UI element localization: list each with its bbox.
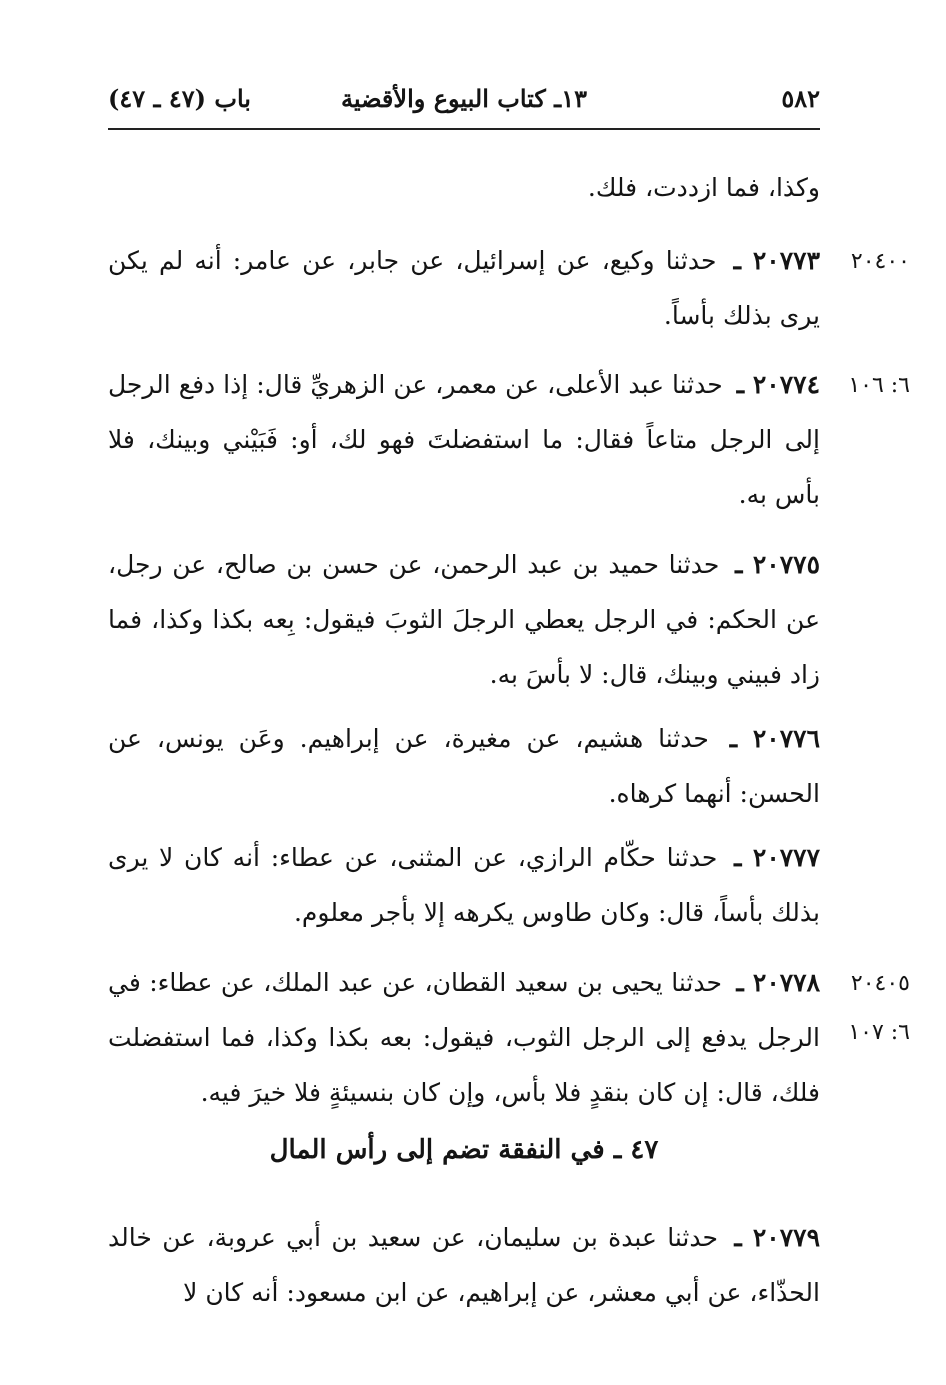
paragraph-text: حدثنا عبد الأعلى، عن معمر، عن الزهريِّ قال: إذا دفع الرجل إلى الرجل متاعاً فقال: ما استفضلتَ فهو لك، أو: فَبَيْني وبينك، فلا بأس به. bbox=[108, 370, 820, 509]
chapter-heading: ٤٧ ـ في النفقة تضم إلى رأس المال bbox=[269, 1135, 659, 1165]
paragraph-20778 bbox=[108, 955, 820, 1120]
hadith-number: ٢٠٧٧٨ ـ bbox=[736, 968, 821, 997]
hadith-number: ٢٠٧٧٤ ـ bbox=[736, 370, 820, 399]
paragraph-text: حدثنا هشيم، عن مغيرة، عن إبراهيم. وعَن يونس، عن الحسن: أنهما كرهاه. bbox=[108, 724, 820, 808]
margin-reference: ٢٠٤٠٠ bbox=[850, 249, 910, 274]
hadith-number: ٢٠٧٧٥ ـ bbox=[735, 550, 821, 579]
header-rule bbox=[108, 128, 820, 130]
margin-reference: ٢٠٤٠٥ bbox=[850, 971, 910, 996]
paragraph-text: حدثنا يحيى بن سعيد القطان، عن عبد الملك، عن عطاء: في الرجل يدفع إلى الرجل الثوب، فيقول: بعه بكذا وكذا، فما استفضلت فلك، قال: إن كان بنقدٍ فلا بأس، وإن كان بنسيئةٍ فلا خيرَ فيه. bbox=[108, 968, 821, 1107]
page-number: ٥٨٢ bbox=[781, 84, 820, 113]
hadith-number: ٢٠٧٧٦ ـ bbox=[729, 724, 820, 753]
paragraph-text: حدثنا حكّام الرازي، عن المثنى، عن عطاء: أنه كان لا يرى بذلك بأساً، قال: وكان طاوس يكرهه إلا بأجر معلوم. bbox=[108, 843, 820, 927]
running-header bbox=[108, 84, 820, 124]
paragraph-20774 bbox=[108, 357, 820, 522]
paragraph-20779 bbox=[108, 1210, 820, 1320]
paragraph-text: حدثنا عبدة بن سليمان، عن سعيد بن أبي عروبة، عن خالد الحذّاء، عن أبي معشر، عن إبراهيم، عن ابن مسعود: أنه كان لا bbox=[108, 1223, 820, 1307]
paragraph-text: وكذا، فما ازددت، فلك. bbox=[587, 173, 820, 202]
hadith-number: ٢٠٧٧٣ ـ bbox=[733, 246, 820, 275]
paragraph-continuation bbox=[108, 160, 820, 215]
paragraph-20775 bbox=[108, 537, 820, 702]
paragraph-20776 bbox=[108, 711, 820, 821]
hadith-number: ٢٠٧٧٩ ـ bbox=[734, 1223, 820, 1252]
paragraph-20777 bbox=[108, 830, 820, 940]
margin-reference: ٦: ١٠٧ bbox=[848, 1020, 910, 1045]
hadith-number: ٢٠٧٧٧ ـ bbox=[734, 843, 821, 872]
paragraph-text: حدثنا وكيع، عن إسرائيل، عن جابر، عن عامر: أنه لم يكن يرى بذلك بأساً. bbox=[108, 246, 820, 330]
paragraph-text: حدثنا حميد بن عبد الرحمن، عن حسن بن صالح، عن رجل، عن الحكم: في الرجل يعطي الرجلَ الثوبَ فيقول: بِعه بكذا وكذا، فما زاد فبيني وبينك، قال: لا بأسَ به. bbox=[108, 550, 820, 689]
chapter-range: باب (٤٧ ـ ٤٧) bbox=[108, 84, 251, 113]
book-title: ١٣ـ كتاب البيوع والأقضية bbox=[341, 84, 587, 113]
paragraph-20773 bbox=[108, 233, 820, 343]
margin-reference: ٦: ١٠٦ bbox=[848, 373, 910, 398]
